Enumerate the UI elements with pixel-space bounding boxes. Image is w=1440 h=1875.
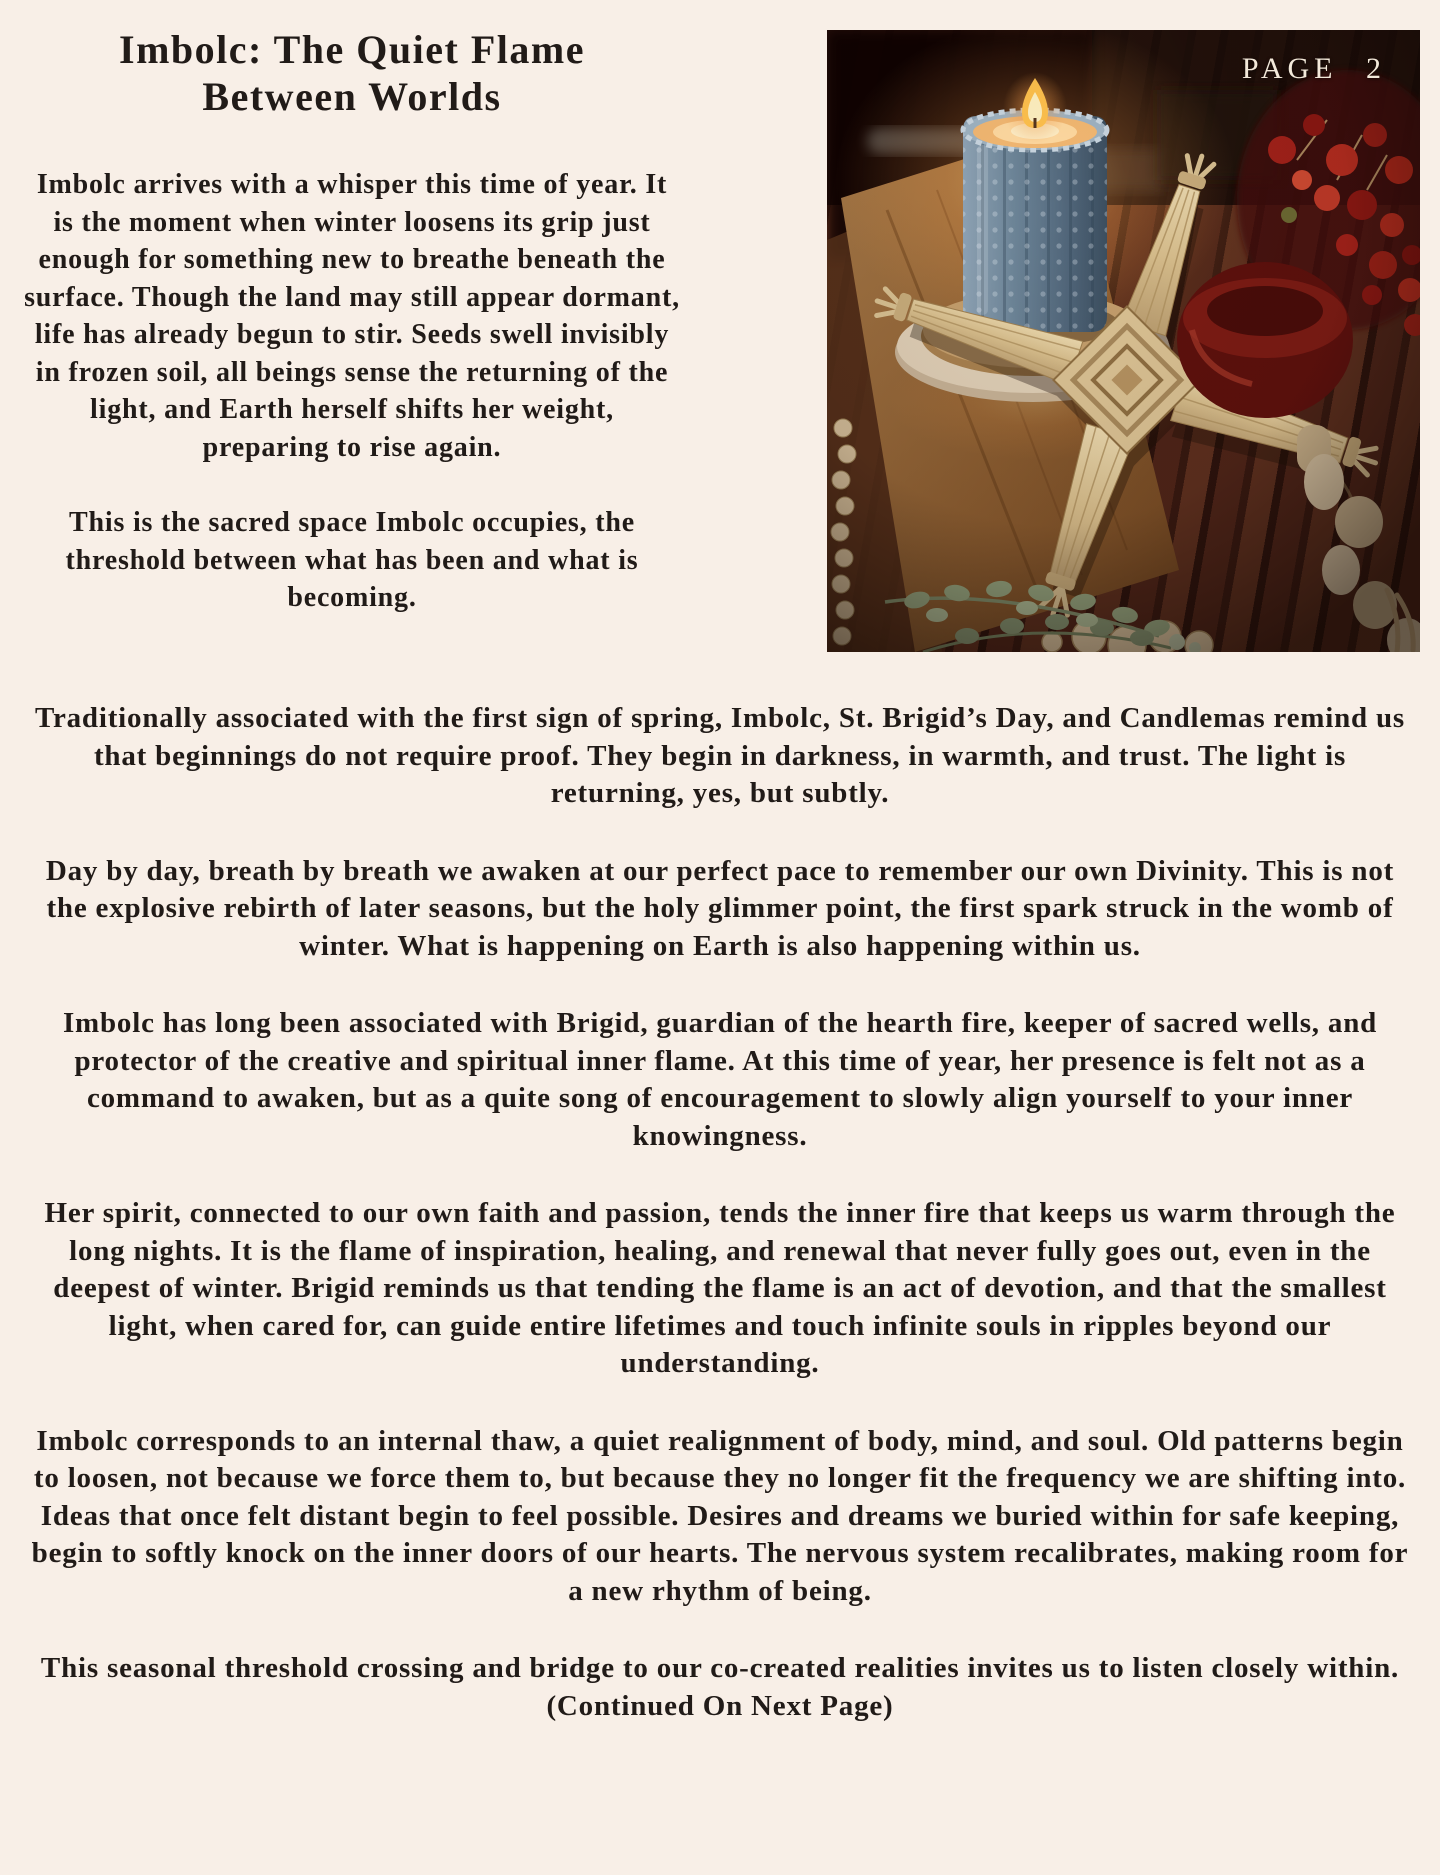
page-number-label: PAGE 2 xyxy=(1241,52,1386,85)
intro-column xyxy=(24,20,680,617)
intro-paragraph-2: This is the sacred space Imbolc occupies, the threshold between what has been and what is becoming. xyxy=(65,507,639,613)
body-paragraph-5: Imbolc corresponds to an internal thaw, a quiet realignment of body, mind, and soul. Old patterns begin to loosen, not because we force them to, but because they no longer fit the frequency we are shifting into. Ideas that once felt distant begin to feel possible. Desires and dreams we buried within for safe keeping, begin to softly knock on the inner doors of our hearts. The nervous system recalibrates, making room for a new rhythm of being. xyxy=(31,1424,1409,1607)
article-body xyxy=(28,700,1412,1765)
hero-photo xyxy=(827,30,1420,652)
photo-vignette xyxy=(827,30,1420,652)
intro-paragraph-1: Imbolc arrives with a whisper this time of year. It is the moment when winter loosens its grip just enough for something new to breathe beneath the surface. Though the land may still appear dormant, life has already begun to stir. Seeds swell invisibly in frozen soil, all beings sense the returning of the light, and Earth herself shifts her weight, preparing to rise again. xyxy=(24,169,680,463)
body-paragraph-4: Her spirit, connected to our own faith and passion, tends the inner fire that keeps us warm through the long nights. It is the flame of inspiration, healing, and renewal that never fully goes out, even in the deepest of winter. Brigid reminds us that tending the flame is an act of devotion, and that the smallest light, when cared for, can guide entire lifetimes and touch infinite souls in ripples beyond our understanding. xyxy=(44,1197,1396,1379)
body-paragraph-1: Traditionally associated with the first sign of spring, Imbolc, St. Brigid’s Day, and Candlemas remind us that beginnings do not require proof. They begin in darkness, in warmth, and trust. The light is returning, yes, but subtly. xyxy=(34,702,1406,809)
page-title: Imbolc: The Quiet Flame Between Worlds xyxy=(119,27,585,119)
body-paragraph-3: Imbolc has long been associated with Brigid, guardian of the hearth fire, keeper of sacred wells, and protector of the creative and spiritual inner flame. At this time of year, her presence is felt not as a command to awaken, but as a quite song of encouragement to slowly align yourself to your inner knowingness. xyxy=(62,1007,1378,1152)
body-paragraph-2: Day by day, breath by breath we awaken at our perfect pace to remember our own Divinity. This is not the explosive rebirth of later seasons, but the holy glimmer point, the first spark struck in the womb of winter. What is happening on Earth is also happening within us. xyxy=(45,854,1395,962)
body-paragraph-6: This seasonal threshold crossing and bridge to our co-created realities invites us to listen closely within. (Continued On Next Page) xyxy=(40,1652,1400,1722)
altar-scene-illustration xyxy=(827,30,1420,652)
